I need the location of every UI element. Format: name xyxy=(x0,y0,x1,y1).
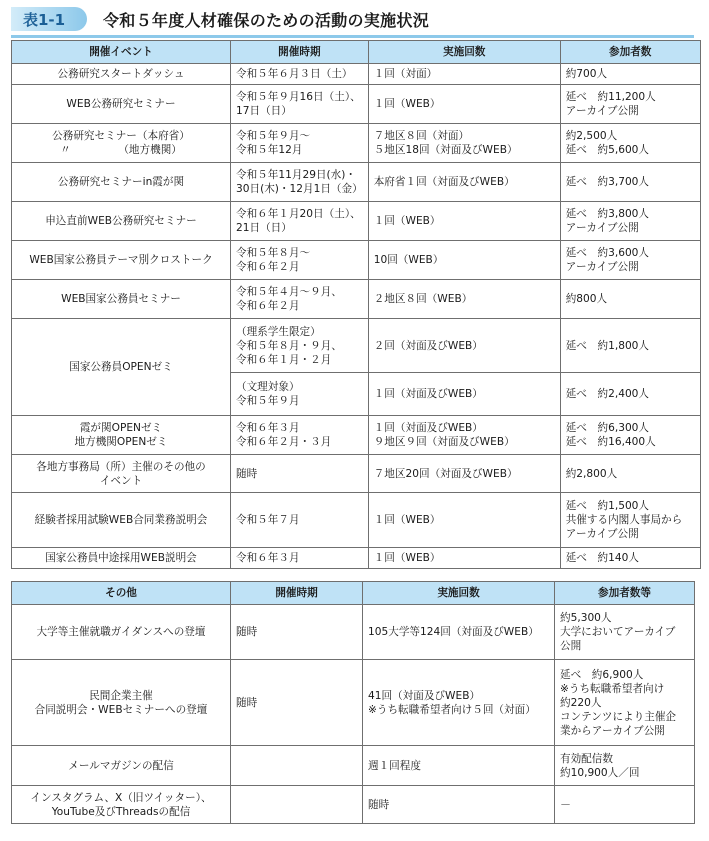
period-cell xyxy=(231,660,363,746)
participants-cell xyxy=(560,493,700,548)
count-text: 本府省１回（対面及びWEB） xyxy=(373,176,515,188)
participants-text: 延べ 約3,800人 xyxy=(565,208,650,220)
count-text: １回（WEB） xyxy=(373,514,441,526)
header-event: 開催イベント xyxy=(12,41,231,64)
event-name: 国家公務員中途採用WEB説明会 xyxy=(45,552,197,564)
other-activities-table xyxy=(11,581,695,824)
participants-cell xyxy=(555,605,695,660)
count-cell xyxy=(368,548,560,569)
participants-text: 延べ 約3,600人 xyxy=(565,247,650,259)
participants-text: ※うち転職希望者向け xyxy=(560,682,665,695)
event-name: 各地方事務局（所）主催のその他の xyxy=(36,460,206,473)
participants-text: アーカイブ公開 xyxy=(565,261,639,273)
period-cell xyxy=(231,548,369,569)
period-text: 17日（日） xyxy=(236,105,292,117)
period-cell xyxy=(231,786,363,824)
table-row xyxy=(12,416,701,455)
participants-text: アーカイブ公開 xyxy=(565,222,639,234)
participants-text: 約800人 xyxy=(565,293,608,305)
participants-text: 約700人 xyxy=(565,68,608,80)
participants-text: アーカイブ公開 xyxy=(565,105,639,117)
event-name: WEB公務研究セミナー xyxy=(66,98,176,110)
participants-text: 延べ 約16,400人 xyxy=(565,436,656,448)
count-cell xyxy=(368,493,560,548)
participants-text: 延べ 約5,600人 xyxy=(565,144,650,156)
period-text: 令和５年９月～ xyxy=(236,130,311,142)
event-name: WEB国家公務員テーマ別クロストーク xyxy=(29,254,213,266)
period-text: 令和６年３月 xyxy=(236,552,300,564)
table-header-row xyxy=(12,582,695,605)
event-name: 霞が関OPENゼミ xyxy=(79,422,163,434)
participants-text: 約2,500人 xyxy=(565,130,618,142)
event-name: 〃 （地方機関） xyxy=(60,144,182,156)
event-cell xyxy=(12,64,231,85)
event-name: 公務研究セミナー（本府省） xyxy=(52,130,190,142)
count-cell xyxy=(368,455,560,493)
count-text: 105大学等124回（対面及びWEB） xyxy=(368,626,539,638)
activity-name: 民間企業主催 xyxy=(89,689,153,702)
event-name: 公務研究セミナーin霞が関 xyxy=(57,176,185,188)
count-cell xyxy=(363,660,555,746)
period-text: 令和５年９月16日（土）、 xyxy=(236,91,361,103)
count-text: １回（対面） xyxy=(373,68,438,80)
participants-cell xyxy=(560,64,700,85)
period-text: （理系学生限定） xyxy=(236,325,321,338)
period-cell xyxy=(231,746,363,786)
event-name: 公務研究スタートダッシュ xyxy=(57,68,185,80)
participants-text: 延べ 約140人 xyxy=(565,552,639,564)
event-name: 申込直前WEB公務研究セミナー xyxy=(45,215,197,227)
count-cell xyxy=(368,416,560,455)
period-text: 令和５年６月３日（土） xyxy=(236,68,353,80)
period-cell xyxy=(231,202,369,241)
count-text: １回（WEB） xyxy=(373,98,441,110)
table-row xyxy=(12,493,701,548)
count-text: ７地区８回（対面） xyxy=(373,130,470,142)
activity-cell xyxy=(12,660,231,746)
header-other: その他 xyxy=(12,582,231,605)
table-row xyxy=(12,280,701,319)
activity-name: インスタグラム、X（旧ツイッター）、 xyxy=(30,791,212,804)
event-name: 経験者採用試験WEB合同業務説明会 xyxy=(34,514,208,526)
period-cell xyxy=(231,124,369,163)
participants-cell xyxy=(560,163,700,202)
table-row xyxy=(12,660,695,746)
participants-cell xyxy=(560,241,700,280)
period-text: 令和５年７月 xyxy=(236,514,300,526)
event-cell xyxy=(12,202,231,241)
participants-text: アーカイブ公開 xyxy=(565,528,639,540)
table-row xyxy=(12,202,701,241)
count-text: ７地区20回（対面及びWEB） xyxy=(373,467,518,480)
event-name: 地方機関OPENゼミ xyxy=(74,436,168,448)
participants-text: 約10,900人／回 xyxy=(560,766,640,779)
period-text: 随時 xyxy=(236,696,258,709)
participants-text: 延べ 約3,700人 xyxy=(565,176,650,188)
table-row xyxy=(12,163,701,202)
count-text: ２地区８回（WEB） xyxy=(373,293,473,305)
event-cell xyxy=(12,163,231,202)
header-participants: 参加者数等 xyxy=(555,582,695,605)
participants-cell xyxy=(560,85,700,124)
participants-text: 延べ 約1,800人 xyxy=(565,339,650,352)
event-cell xyxy=(12,241,231,280)
period-text: （文理対象） xyxy=(236,381,300,393)
activity-name: 合同説明会・WEBセミナーへの登壇 xyxy=(34,703,208,716)
period-text: 令和５年11月29日(水)・ xyxy=(236,169,356,181)
event-cell xyxy=(12,124,231,163)
table-row xyxy=(12,455,701,493)
participants-cell xyxy=(560,455,700,493)
participants-cell xyxy=(555,786,695,824)
event-cell xyxy=(12,493,231,548)
period-text: 令和５年８月～ xyxy=(236,247,311,259)
count-cell xyxy=(368,64,560,85)
participants-text: － xyxy=(560,797,571,811)
count-text: １回（WEB） xyxy=(373,552,441,564)
count-text: 10回（WEB） xyxy=(373,254,444,266)
events-table xyxy=(11,40,701,569)
header-count: 実施回数 xyxy=(368,41,560,64)
participants-text: 公開 xyxy=(560,640,582,652)
period-cell xyxy=(231,64,369,85)
participants-text: コンテンツにより主催企 xyxy=(560,710,677,723)
event-cell xyxy=(12,85,231,124)
participants-text: 大学においてアーカイブ xyxy=(560,626,676,638)
table-number-badge: 表1-1 xyxy=(11,7,87,31)
period-text: 30日(木)・12月1日（金） xyxy=(236,183,363,195)
count-text: 週１回程度 xyxy=(368,759,421,772)
period-cell xyxy=(231,416,369,455)
event-name: 国家公務員OPENゼミ xyxy=(69,361,173,373)
participants-text: 業からアーカイブ公開 xyxy=(560,724,665,737)
table-row xyxy=(12,786,695,824)
count-text: 随時 xyxy=(368,798,390,811)
header-count: 実施回数 xyxy=(363,582,555,605)
period-text: 令和６年２月 xyxy=(236,300,300,312)
period-text: 令和５年４月～９月、 xyxy=(236,286,342,298)
event-cell xyxy=(12,455,231,493)
participants-cell xyxy=(560,373,700,416)
period-text: 令和５年８月・９月、 xyxy=(236,339,342,352)
period-cell xyxy=(231,373,369,416)
period-cell xyxy=(231,319,369,373)
participants-cell xyxy=(560,280,700,319)
event-cell xyxy=(12,548,231,569)
activity-cell xyxy=(12,786,231,824)
count-cell xyxy=(363,605,555,660)
participants-text: 約220人 xyxy=(560,696,602,709)
period-text: 令和６年１月20日（土）、 xyxy=(236,208,361,220)
participants-cell xyxy=(555,746,695,786)
table-row xyxy=(12,319,701,373)
period-text: 令和６年１月・２月 xyxy=(236,353,332,366)
count-cell xyxy=(368,319,560,373)
count-cell xyxy=(368,241,560,280)
participants-cell xyxy=(560,124,700,163)
count-cell xyxy=(368,163,560,202)
table-caption xyxy=(11,6,429,32)
count-cell xyxy=(363,746,555,786)
table-row xyxy=(12,124,701,163)
count-text: 41回（対面及びWEB） xyxy=(368,689,481,702)
event-name: WEB国家公務員セミナー xyxy=(61,293,181,305)
period-text: 令和６年３月 xyxy=(236,422,300,434)
count-text: ９地区９回（対面及びWEB） xyxy=(373,436,515,448)
participants-cell xyxy=(560,416,700,455)
period-cell xyxy=(231,241,369,280)
event-cell xyxy=(12,280,231,319)
participants-text: 有効配信数 xyxy=(560,752,613,765)
period-text: 随時 xyxy=(236,626,258,638)
count-text: ※うち転職希望者向け５回（対面） xyxy=(368,703,536,716)
activity-name: メールマガジンの配信 xyxy=(68,759,174,772)
participants-text: 約5,300人 xyxy=(560,612,612,624)
period-cell xyxy=(231,605,363,660)
activity-cell xyxy=(12,746,231,786)
period-cell xyxy=(231,85,369,124)
period-cell xyxy=(231,455,369,493)
count-cell xyxy=(363,786,555,824)
header-period: 開催時期 xyxy=(231,41,369,64)
period-cell xyxy=(231,280,369,319)
participants-text: 延べ 約11,200人 xyxy=(565,91,656,103)
title-underline xyxy=(11,35,694,38)
participants-text: 延べ 約6,300人 xyxy=(565,422,650,434)
participants-text: 共催する内閣人事局から xyxy=(565,514,683,526)
period-text: 令和５年12月 xyxy=(236,144,303,156)
period-text: 令和６年２月・３月 xyxy=(236,436,332,448)
activity-name: YouTube及びThreadsの配信 xyxy=(51,805,191,818)
period-text: 令和５年９月 xyxy=(236,395,300,407)
period-cell xyxy=(231,163,369,202)
count-cell xyxy=(368,124,560,163)
count-text: １回（WEB） xyxy=(373,215,441,227)
table-row xyxy=(12,85,701,124)
period-text: 21日（日） xyxy=(236,222,292,234)
participants-text: 延べ 約1,500人 xyxy=(565,500,650,512)
participants-cell xyxy=(560,202,700,241)
period-cell xyxy=(231,493,369,548)
count-cell xyxy=(368,202,560,241)
table-row xyxy=(12,241,701,280)
table-row xyxy=(12,548,701,569)
event-cell xyxy=(12,416,231,455)
count-text: １回（対面及びWEB） xyxy=(373,388,483,400)
period-text: 令和６年２月 xyxy=(236,261,300,273)
period-text: 随時 xyxy=(236,467,258,480)
participants-cell xyxy=(560,319,700,373)
table-header-row xyxy=(12,41,701,64)
participants-text: 延べ 約6,900人 xyxy=(560,668,644,681)
count-cell xyxy=(368,373,560,416)
header-participants: 参加者数 xyxy=(560,41,700,64)
table-row xyxy=(12,746,695,786)
page-title: 令和５年度人材確保のための活動の実施状況 xyxy=(103,10,430,30)
count-text: １回（対面及びWEB） xyxy=(373,422,483,434)
participants-text: 約2,800人 xyxy=(565,467,618,480)
count-text: ５地区18回（対面及びWEB） xyxy=(373,144,518,156)
event-name: イベント xyxy=(99,474,143,487)
participants-cell xyxy=(555,660,695,746)
count-cell xyxy=(368,85,560,124)
participants-cell xyxy=(560,548,700,569)
count-text: ２回（対面及びWEB） xyxy=(373,339,483,352)
table-row xyxy=(12,605,695,660)
participants-text: 延べ 約2,400人 xyxy=(565,388,650,400)
event-cell xyxy=(12,319,231,416)
table-row xyxy=(12,64,701,85)
activity-name: 大学等主催就職ガイダンスへの登壇 xyxy=(36,626,206,638)
header-period: 開催時期 xyxy=(231,582,363,605)
activity-cell xyxy=(12,605,231,660)
count-cell xyxy=(368,280,560,319)
